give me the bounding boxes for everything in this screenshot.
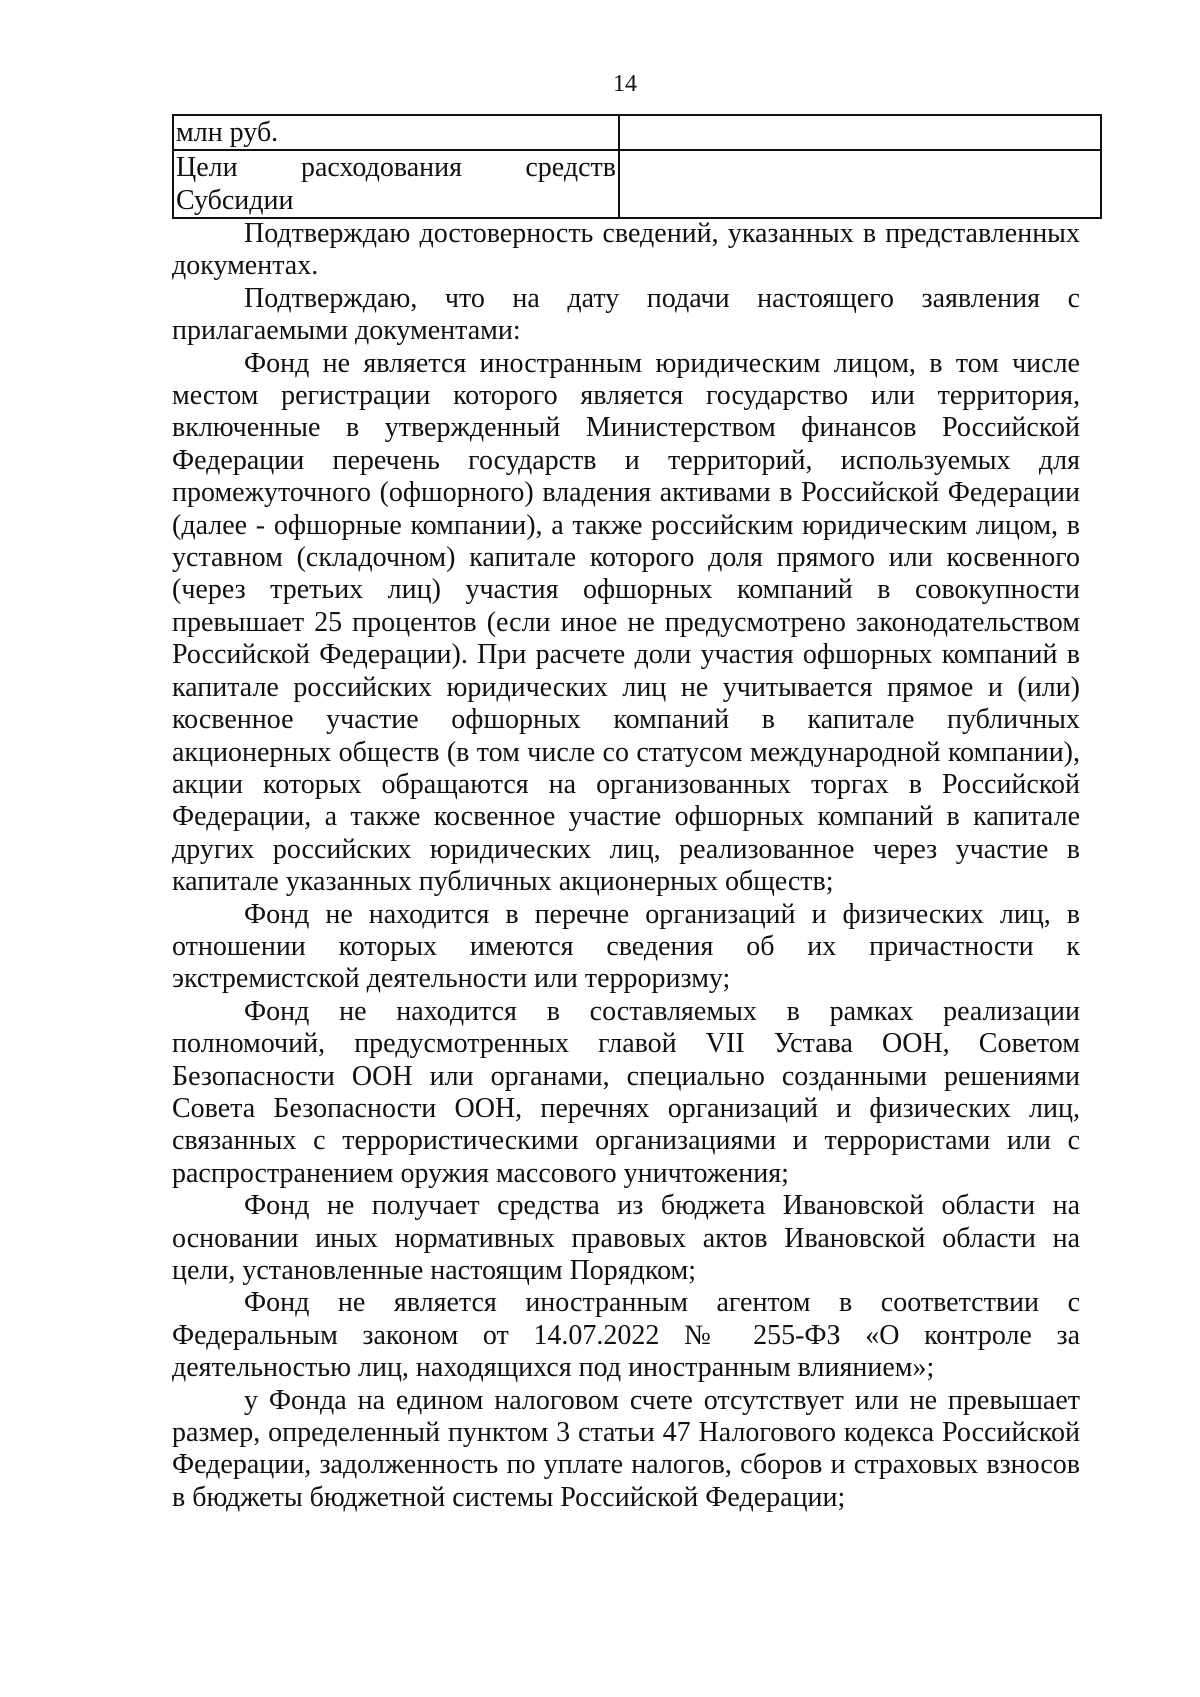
paragraph-un-lists: Фонд не находится в составляемых в рамках реализации полномочий, предусмотренных главой VII Устава ООН, Советом Безопасности ООН или органами, специально созданными решениями Совета Безопасности ООН, перечнях организаций и физических лиц, связанных с террористическими организациями и террористами или с распространением оружия массового уничтожения; [172, 995, 1080, 1189]
paragraph-tax-debt: у Фонда на едином налоговом счете отсутствует или не превышает размер, определенный пунктом 3 статьи 47 Налогового кодекса Российской Федерации, задолженность по уплате налогов, сборов и страховых взносов в бюджеты бюджетной системы Российской Федерации; [172, 1384, 1080, 1513]
paragraph-offshore: Фонд не является иностранным юридическим лицом, в том числе местом регистрации которого является государство или территория, включенные в утвержденный Министерством финансов Российской Федерации перечень государств и территорий, используемых для промежуточного (офшорного) владения активами в Российской Федерации (далее - офшорные компании), а также российским юридическим лицом, в уставном (складочном) капитале которого доля прямого или косвенного (через третьих лиц) участия офшорных компаний в совокупности превышает 25 процентов (если иное не предусмотрено законодательством Российской Федерации). При расчете доли участия офшорных компаний в капитале российских юридических лиц не учитывается прямое и (или) косвенное участие офшорных компаний в капитале публичных акционерных обществ (в том числе со статусом международной компании), акции которых обращаются на организованных торгах в Российской Федерации, а также косвенное участие офшорных компаний в капитале других российских юридических лиц, реализованное через участие в капитале указанных публичных акционерных обществ; [172, 347, 1080, 898]
paragraph-extremism: Фонд не находится в перечне организаций и физических лиц, в отношении которых имеются сведения об их причастности к экстремистской деятельности или терроризму; [172, 898, 1080, 995]
table-cell-label: млн руб. [173, 115, 619, 150]
table-cell-label: Цели расходования средств Субсидии [173, 150, 619, 218]
table-cell-value [619, 115, 1101, 150]
paragraph-confirm-intro: Подтверждаю, что на дату подачи настоящего заявления с прилагаемыми документами: [172, 282, 1080, 347]
form-table [172, 114, 1102, 219]
table-row [173, 115, 1101, 150]
table-cell-value [619, 150, 1101, 218]
page-number: 14 [613, 71, 637, 97]
paragraph-foreign-agent: Фонд не является иностранным агентом в соответствии с Федеральным законом от 14.07.2022 № 255-ФЗ «О контроле за деятельностью лиц, находящихся под иностранным влиянием»; [172, 1287, 1080, 1384]
table-row [173, 150, 1101, 218]
document-body [172, 218, 1080, 1514]
paragraph-confirm-accuracy: Подтверждаю достоверность сведений, указанных в представленных документах. [172, 218, 1080, 282]
paragraph-budget-funds: Фонд не получает средства из бюджета Ивановской области на основании иных нормативных правовых актов Ивановской области на цели, установленные настоящим Порядком; [172, 1190, 1080, 1286]
